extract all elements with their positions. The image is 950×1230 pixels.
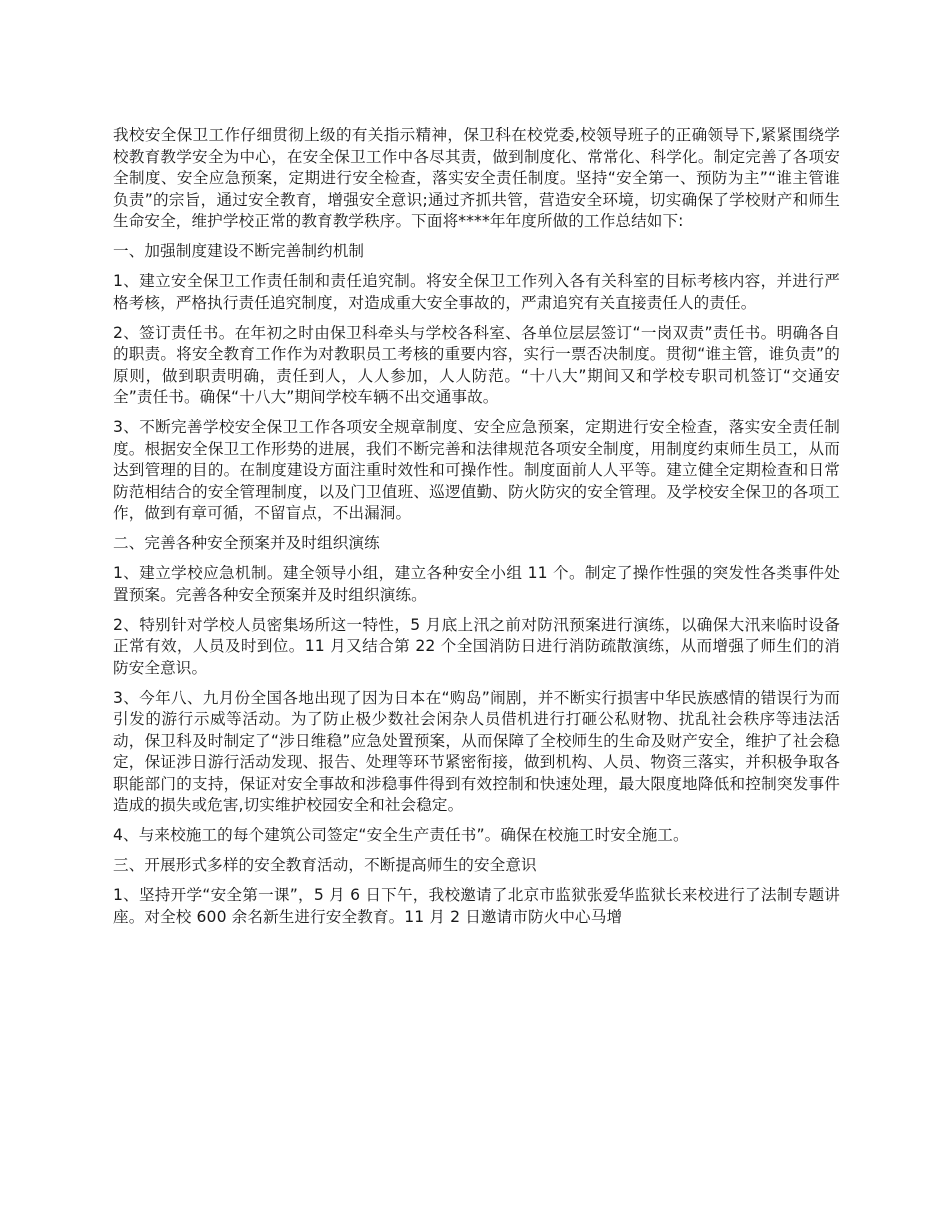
paragraph-1-3: 3、不断完善学校安全保卫工作各项安全规章制度、安全应急预案，定期进行安全检查，落实安全责任制度。根据安全保卫工作形势的进展，我们不断完善和法律规范各项安全制度，用制度约束师生员工，从而达到管理的目的。在制度建设方面注重时效性和可操作性。制度面前人人平等。建立健全定期检查和日常防范相结合的安全管理制度，以及门卫值班、巡逻值勤、防火防灾的安全管理。及学校安全保卫的各项工作，做到有章可循，不留盲点，不出漏洞。	[113, 418, 840, 522]
paragraph-3-1: 1、坚持开学“安全第一课”，5 月 6 日下午，我校邀请了北京市监狱张爱华监狱长来校进行了法制专题讲座。对全校 600 余名新生进行安全教育。11 月 2 日邀请市防火中心马增	[113, 886, 840, 926]
section-heading-3: 三、开展形式多样的安全教育活动，不断提高师生的安全意识	[113, 856, 537, 874]
document-body	[113, 125, 840, 937]
paragraph-2-4: 4、与来校施工的每个建筑公司签定“安全生产责任书”。确保在校施工时安全施工。	[113, 826, 689, 844]
intro-paragraph: 我校安全保卫工作仔细贯彻上级的有关指示精神，保卫科在校党委,校领导班子的正确领导下,紧紧围绕学校教育教学安全为中心，在安全保卫工作中各尽其责，做到制度化、常常化、科学化。制定完善了各项安全制度、安全应急预案，定期进行安全检查，落实安全责任制度。坚持“安全第一、预防为主”“谁主管谁负责”的宗旨，通过安全教育，增强安全意识;通过齐抓共管，营造安全环境，切实确保了学校财产和师生生命安全，维护学校正常的教育教学秩序。下面将****年年度所做的工作总结如下:	[113, 126, 840, 230]
paragraph-1-1: 1、建立安全保卫工作责任制和责任追究制。将安全保卫工作列入各有关科室的目标考核内容，并进行严格考核，严格执行责任追究制度，对造成重大安全事故的，严肃追究有关直接责任人的责任。	[113, 272, 840, 312]
section-heading-1: 一、加强制度建设不断完善制约机制	[113, 242, 365, 260]
paragraph-2-1: 1、建立学校应急机制。建全领导小组，建立各种安全小组 11 个。制定了操作性强的突发性各类事件处置预案。完善各种安全预案并及时组织演练。	[113, 564, 840, 604]
paragraph-2-3: 3、今年八、九月份全国各地出现了因为日本在“购岛”闹剧，并不断实行损害中华民族感情的错误行为而引发的游行示威等活动。为了防止极少数社会闲杂人员借机进行打砸公私财物、扰乱社会秩序等违法活动，保卫科及时制定了“涉日维稳”应急处置预案，从而保障了全校师生的生命及财产安全，维护了社会稳定，保证涉日游行活动发现、报告、处理等环节紧密衔接，做到机构、人员、物资三落实，并积极争取各职能部门的支持，保证对安全事故和涉稳事件得到有效控制和快速处理，最大限度地降低和控制突发事件造成的损失或危害,切实维护校园安全和社会稳定。	[113, 688, 840, 814]
section-heading-2: 二、完善各种安全预案并及时组织演练	[113, 534, 380, 552]
paragraph-1-2: 2、签订责任书。在年初之时由保卫科牵头与学校各科室、各单位层层签订“一岗双责”责任书。明确各自的职责。将安全教育工作作为对教职员工考核的重要内容，实行一票否决制度。贯彻“谁主管，谁负责”的原则，做到职责明确，责任到人，人人参加，人人防范。“十八大”期间又和学校专职司机签订“交通安全”责任书。确保“十八大”期间学校车辆不出交通事故。	[113, 323, 840, 406]
paragraph-2-2: 2、特别针对学校人员密集场所这一特性，5 月底上汛之前对防汛预案进行演练，以确保大汛来临时设备正常有效，人员及时到位。11 月又结合第 22 个全国消防日进行消防疏散演练，从而增强了师生们的消防安全意识。	[113, 615, 840, 677]
